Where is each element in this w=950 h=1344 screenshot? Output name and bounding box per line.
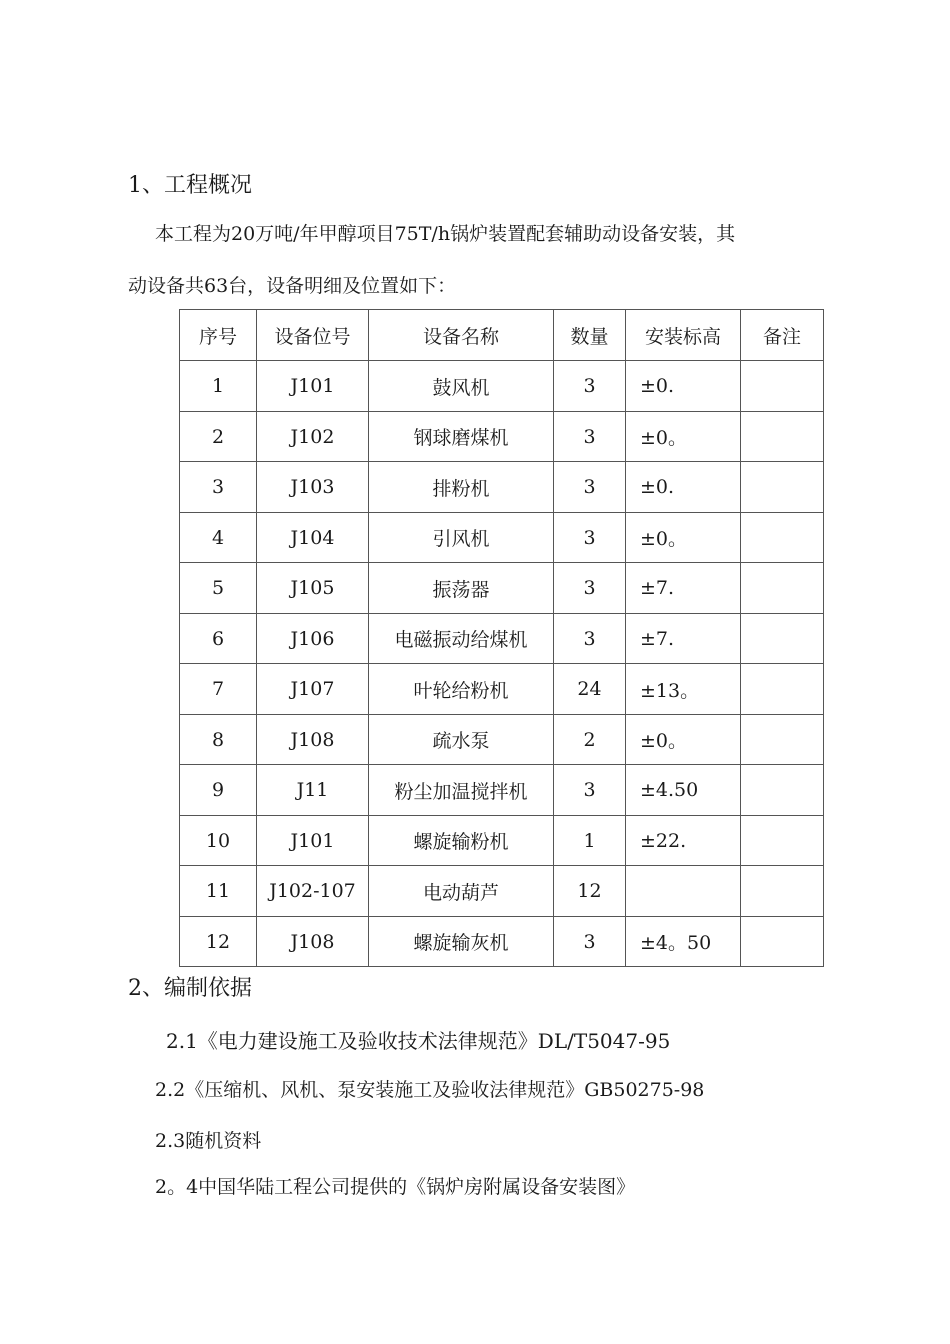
- cell-name: 排粉机: [369, 462, 554, 513]
- cell-remarks: [741, 715, 824, 765]
- cell-quantity: 3: [554, 917, 626, 967]
- cell-elevation: ±13。: [626, 664, 741, 715]
- header-name: 设备名称: [369, 310, 554, 361]
- cell-name: 螺旋输粉机: [369, 816, 554, 866]
- cell-remarks: [741, 917, 824, 967]
- cell-quantity: 3: [554, 765, 626, 816]
- cell-index: 2: [180, 412, 257, 462]
- cell-remarks: [741, 614, 824, 664]
- cell-elevation: ±4。50: [626, 917, 741, 967]
- cell-index: 10: [180, 816, 257, 866]
- header-tag: 设备位号: [257, 310, 369, 361]
- cell-name: 钢球磨煤机: [369, 412, 554, 462]
- cell-index: 12: [180, 917, 257, 967]
- table-row: [180, 614, 824, 664]
- table-row: [180, 361, 824, 412]
- cell-quantity: 24: [554, 664, 626, 715]
- reference-item: 2。4中国华陆工程公司提供的《锅炉房附属设备安装图》: [155, 1176, 636, 1198]
- cell-index: 8: [180, 715, 257, 765]
- cell-index: 11: [180, 866, 257, 917]
- cell-remarks: [741, 765, 824, 816]
- cell-index: 9: [180, 765, 257, 816]
- section-1-title: 1、工程概况: [128, 173, 252, 198]
- cell-tag: J108: [257, 715, 369, 765]
- cell-tag: J102: [257, 412, 369, 462]
- cell-elevation: ±7.: [626, 563, 741, 614]
- cell-name: 振荡器: [369, 563, 554, 614]
- table-row: [180, 664, 824, 715]
- header-remarks: 备注: [741, 310, 824, 361]
- reference-item: 2.2《压缩机、风机、泵安装施工及验收法律规范》GB50275-98: [155, 1079, 705, 1101]
- section-1-paragraph-line-1: 本工程为20万吨/年甲醇项目75T/h锅炉装置配套辅助动设备安装，其: [155, 223, 736, 245]
- cell-tag: J101: [257, 816, 369, 866]
- cell-quantity: 3: [554, 563, 626, 614]
- equipment-table: [179, 309, 824, 967]
- cell-quantity: 1: [554, 816, 626, 866]
- section-1-paragraph-line-2: 动设备共63台，设备明细及位置如下：: [128, 275, 457, 297]
- cell-tag: J106: [257, 614, 369, 664]
- header-index: 序号: [180, 310, 257, 361]
- cell-tag: J107: [257, 664, 369, 715]
- cell-remarks: [741, 664, 824, 715]
- cell-index: 3: [180, 462, 257, 513]
- cell-remarks: [741, 462, 824, 513]
- cell-name: 电动葫芦: [369, 866, 554, 917]
- table-row: [180, 866, 824, 917]
- table-row: [180, 563, 824, 614]
- table-row: [180, 462, 824, 513]
- cell-elevation: ±0。: [626, 412, 741, 462]
- cell-quantity: 3: [554, 412, 626, 462]
- cell-tag: J101: [257, 361, 369, 412]
- reference-item: 2.1《电力建设施工及验收技术法律规范》DL/T5047-95: [166, 1029, 671, 1053]
- cell-name: 电磁振动给煤机: [369, 614, 554, 664]
- table-header-row: [180, 310, 824, 361]
- cell-name: 叶轮给粉机: [369, 664, 554, 715]
- table-row: [180, 765, 824, 816]
- cell-remarks: [741, 866, 824, 917]
- cell-remarks: [741, 513, 824, 563]
- cell-index: 1: [180, 361, 257, 412]
- reference-item: 2.3随机资料: [155, 1130, 262, 1152]
- table-row: [180, 816, 824, 866]
- cell-remarks: [741, 412, 824, 462]
- header-quantity: 数量: [554, 310, 626, 361]
- cell-index: 5: [180, 563, 257, 614]
- cell-name: 引风机: [369, 513, 554, 563]
- table-row: [180, 412, 824, 462]
- cell-elevation: [626, 866, 741, 917]
- cell-elevation: ±7.: [626, 614, 741, 664]
- cell-elevation: ±0。: [626, 715, 741, 765]
- cell-quantity: 12: [554, 866, 626, 917]
- cell-quantity: 3: [554, 614, 626, 664]
- cell-remarks: [741, 563, 824, 614]
- cell-name: 粉尘加温搅拌机: [369, 765, 554, 816]
- table-row: [180, 715, 824, 765]
- cell-tag: J108: [257, 917, 369, 967]
- cell-quantity: 3: [554, 513, 626, 563]
- cell-name: 螺旋输灰机: [369, 917, 554, 967]
- cell-elevation: ±0.: [626, 361, 741, 412]
- table-row: [180, 917, 824, 967]
- cell-quantity: 3: [554, 361, 626, 412]
- cell-remarks: [741, 816, 824, 866]
- cell-tag: J103: [257, 462, 369, 513]
- cell-quantity: 2: [554, 715, 626, 765]
- cell-tag: J11: [257, 765, 369, 816]
- cell-quantity: 3: [554, 462, 626, 513]
- cell-elevation: ±0.: [626, 462, 741, 513]
- cell-index: 7: [180, 664, 257, 715]
- cell-elevation: ±22.: [626, 816, 741, 866]
- cell-tag: J105: [257, 563, 369, 614]
- cell-name: 鼓风机: [369, 361, 554, 412]
- cell-tag: J102-107: [257, 866, 369, 917]
- cell-elevation: ±4.50: [626, 765, 741, 816]
- cell-index: 6: [180, 614, 257, 664]
- cell-remarks: [741, 361, 824, 412]
- cell-elevation: ±0。: [626, 513, 741, 563]
- table-row: [180, 513, 824, 563]
- cell-name: 疏水泵: [369, 715, 554, 765]
- cell-tag: J104: [257, 513, 369, 563]
- section-2-title: 2、编制依据: [128, 976, 252, 1001]
- cell-index: 4: [180, 513, 257, 563]
- header-elevation: 安装标高: [626, 310, 741, 361]
